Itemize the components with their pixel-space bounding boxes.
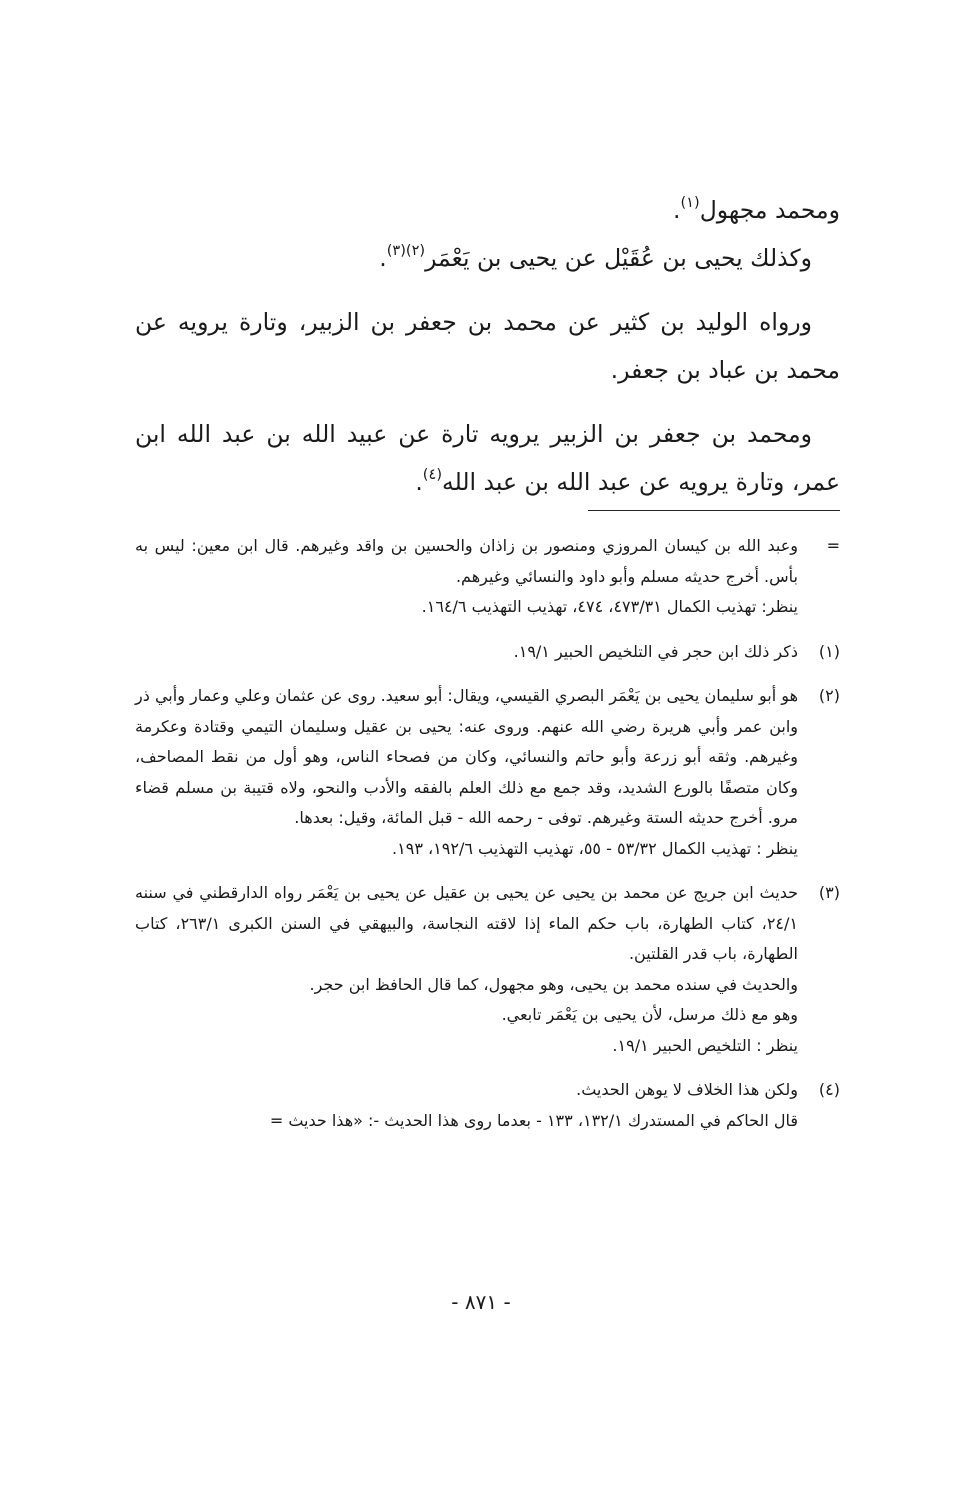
footnote-text: قال الحاكم في المستدرك ١٣٢/١، ١٣٣ - بعدما روى هذا الحديث -: «هذا حديث = [269,1110,798,1130]
footnote-text: ذكر ذلك ابن حجر في التلخيص الحبير ١٩/١. [513,641,798,661]
footnote-mark: (٤) [818,1080,840,1099]
footnote-text: ولكن هذا الخلاف لا يوهن الحديث. [576,1080,798,1099]
paragraph-3: ورواه الوليد بن كثير عن محمد بن جعفر بن الزبير، وتارة يرويه عن محمد بن عباد بن جعفر. [135,308,840,384]
footnote-separator [588,510,840,511]
footnote-text: وهو مع ذلك مرسل، لأن يحيى بن يَعْمَر تابعي. [501,1005,798,1024]
main-text [135,186,840,522]
footnotes [135,531,840,1136]
footnote-text: وعبد الله بن كيسان المروزي ومنصور بن زاذان والحسين بن واقد وغيرهم. قال ابن معين: ليس به بأس. أخرج حديثه مسلم وأبو داود والنسائي وغيرهم. [135,536,798,586]
footnote-text: حديث ابن جريج عن محمد بن يحيى عن يحيى بن عقيل عن يحيى بن يَعْمَر رواه الدارقطني في سننه ٢٤/١، كتاب الطهارة، باب حكم الماء إذا لاقته النجاسة، والبيهقي في السنن الكبرى ٢٦٣/١، كتاب الطهارة، باب قدر القلتين. [135,883,798,963]
footnote-4 [135,1075,840,1136]
paragraph-4: ومحمد بن جعفر بن الزبير يرويه تارة عن عبيد الله بن عبد الله ابن عمر، وتارة يرويه عن عبد الله بن عبد الله$^{(٤)}$. [135,420,840,496]
page-number: - ٨٧١ - [451,1290,511,1314]
footnote-ref-4: (٤) [422,466,442,484]
footnote-text: والحديث في سنده محمد بن يحيى، وهو مجهول، كما قال الحافظ ابن حجر. [309,974,798,994]
footnote-ref-2-3: (٢)(٣) [386,242,426,260]
footnote-3 [135,878,840,1061]
footnote-source: ينظر : التلخيص الحبير ١٩/١. [612,1035,798,1055]
footnote-mark: (٣) [818,883,840,902]
footnote-2 [135,681,840,864]
footnote-text: هو أبو سليمان يحيى بن يَعْمَر البصري القيسي، ويقال: أبو سعيد. روى عن عثمان وعلي وعمار وأبي ذر وابن عمر وأبي هريرة رضي الله عنهم. وروى عنه: يحيى بن عقيل وسليمان التيمي وقتادة وعكرمة وغيرهم. وثقه أبو زرعة وأبو حاتم والنسائي، وكان من فصحاء الناس، وهو أول من نقط المصاحف، وكان متصفًا بالورع الشديد، وقد جمع مع ذلك العلم بالفقه والأدب والنحو، ولاه قتيبة بن مسلم قضاء مرو. أخرج حديثه الستة وغيرهم. توفى - رحمه الله - قبل المائة، وقيل: بعدها. [135,686,798,827]
footnote-mark: (٢) [818,686,840,705]
footnote-source: ينظر: تهذيب الكمال ٤٧٣/٣١، ٤٧٤، تهذيب التهذيب ١٦٤/٦. [421,597,798,616]
footnote-source: ينظر : تهذيب الكمال ٥٣/٣٢ - ٥٥، تهذيب التهذيب ١٩٢/٦، ١٩٣. [392,838,798,858]
footnote-mark: (١) [818,641,840,661]
paragraph-2: وكذلك يحيى بن عُقَيْل عن يحيى بن يَعْمَر$^{(٢)(٣)}$. [379,242,812,272]
footnote-mark: = [826,536,840,555]
paragraph-1: ومحمد مجهول$^{(١)}$. [673,194,840,224]
footnote-continuation [135,531,840,623]
footnote-1 [135,637,840,668]
footnote-ref-1: (١) [680,194,700,212]
